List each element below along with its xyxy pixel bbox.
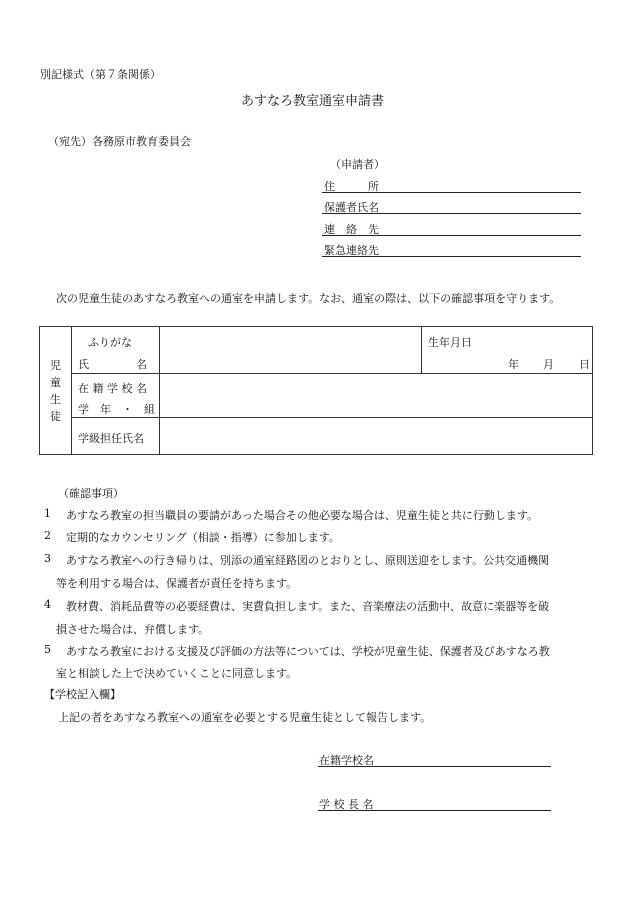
address-field[interactable] [322, 178, 581, 193]
furigana-name-label-cell [72, 327, 160, 374]
address-label: 住 所 [324, 180, 379, 193]
side-char: 徒 [50, 409, 61, 423]
item-text: 定期的なカウンセリング（相談・指導）に参加します。 [66, 531, 340, 544]
item-number: 1 [44, 507, 51, 520]
item-text-line2: 等を利用する場合は、保護者が責任を持ちます。 [56, 577, 298, 590]
item-text-line1: 教材費、消耗品費等の必要経費は、実費負担します。また、音楽療法の活動中、故意に楽器等を破 [66, 600, 550, 613]
school-section-heading: 【学校記入欄】 [44, 688, 121, 701]
item-text: あすなろ教室の担当職員の要請があった場合その他必要な場合は、児童生徒と共に行動します。 [66, 509, 539, 522]
school-grade-label-cell [72, 374, 160, 418]
applicant-heading: （申請者） [330, 158, 385, 171]
contact-label: 連 絡 先 [324, 223, 379, 236]
side-char: 生 [50, 392, 61, 406]
item-text-line2: 室と相談した上で決めていくことに同意します。 [56, 667, 298, 680]
side-char: 童 [50, 375, 61, 389]
intro-text: 次の児童生徒のあすなろ教室への通室を申請します。なお、通室の際は、以下の確認事項を守ります。 [56, 292, 561, 305]
guardian-name-label: 保護者氏名 [324, 201, 379, 214]
item-text-line2: 損させた場合は、弁償します。 [56, 623, 210, 636]
birthdate-label: 生年月日 [428, 336, 472, 349]
item-number: 4 [44, 598, 51, 611]
contact-field[interactable] [322, 221, 581, 236]
name-label-1: 氏 [78, 358, 89, 371]
school-grade-input[interactable] [160, 374, 593, 418]
school-name-label: 在 籍 学 校 名 [78, 382, 147, 395]
page-title: あすなろ教室通室申請書 [241, 94, 385, 109]
name-label-2: 名 [136, 358, 147, 371]
emergency-contact-label: 緊急連絡先 [324, 244, 379, 257]
enrolled-school-field[interactable] [318, 752, 551, 767]
furigana-label: ふりがな [88, 336, 132, 349]
principal-name-field[interactable] [318, 796, 551, 811]
day-label: 日 [579, 358, 590, 371]
guardian-name-field[interactable] [322, 199, 581, 214]
teacher-name-input[interactable] [160, 418, 593, 455]
principal-name-label: 学 校 長 名 [319, 798, 374, 811]
item-number: 2 [44, 529, 51, 542]
item-number: 5 [44, 643, 51, 656]
item-number: 3 [44, 552, 51, 565]
side-char: 児 [50, 358, 61, 372]
item-text-line1: あすなろ教室への行き帰りは、別添の通室経路図のとおりとし、原則送迎をします。公共交通機関 [66, 554, 550, 567]
year-label: 年 [508, 358, 519, 371]
form-reference: 別記様式（第７条関係） [40, 68, 161, 81]
enrolled-school-label: 在籍学校名 [319, 754, 374, 767]
school-statement: 上記の者をあすなろ教室への通室を必要とする児童生徒として報告します。 [58, 711, 432, 724]
month-label: 月 [543, 358, 554, 371]
grade-class-label: 学 年 ・ 組 [78, 403, 155, 416]
birthdate-cell[interactable] [422, 327, 593, 374]
emergency-contact-field[interactable] [322, 242, 581, 257]
teacher-label-cell [72, 418, 160, 455]
teacher-name-label: 学級担任氏名 [78, 432, 144, 445]
student-side-label [40, 327, 72, 455]
confirmation-heading: （確認事項） [58, 487, 124, 500]
item-text-line1: あすなろ教室における支援及び評価の方法等については、学校が児童生徒、保護者及びあすなろ教 [66, 645, 550, 658]
student-name-input[interactable] [160, 327, 422, 374]
student-table [39, 326, 593, 455]
addressee: （宛先）各務原市教育委員会 [48, 135, 191, 148]
